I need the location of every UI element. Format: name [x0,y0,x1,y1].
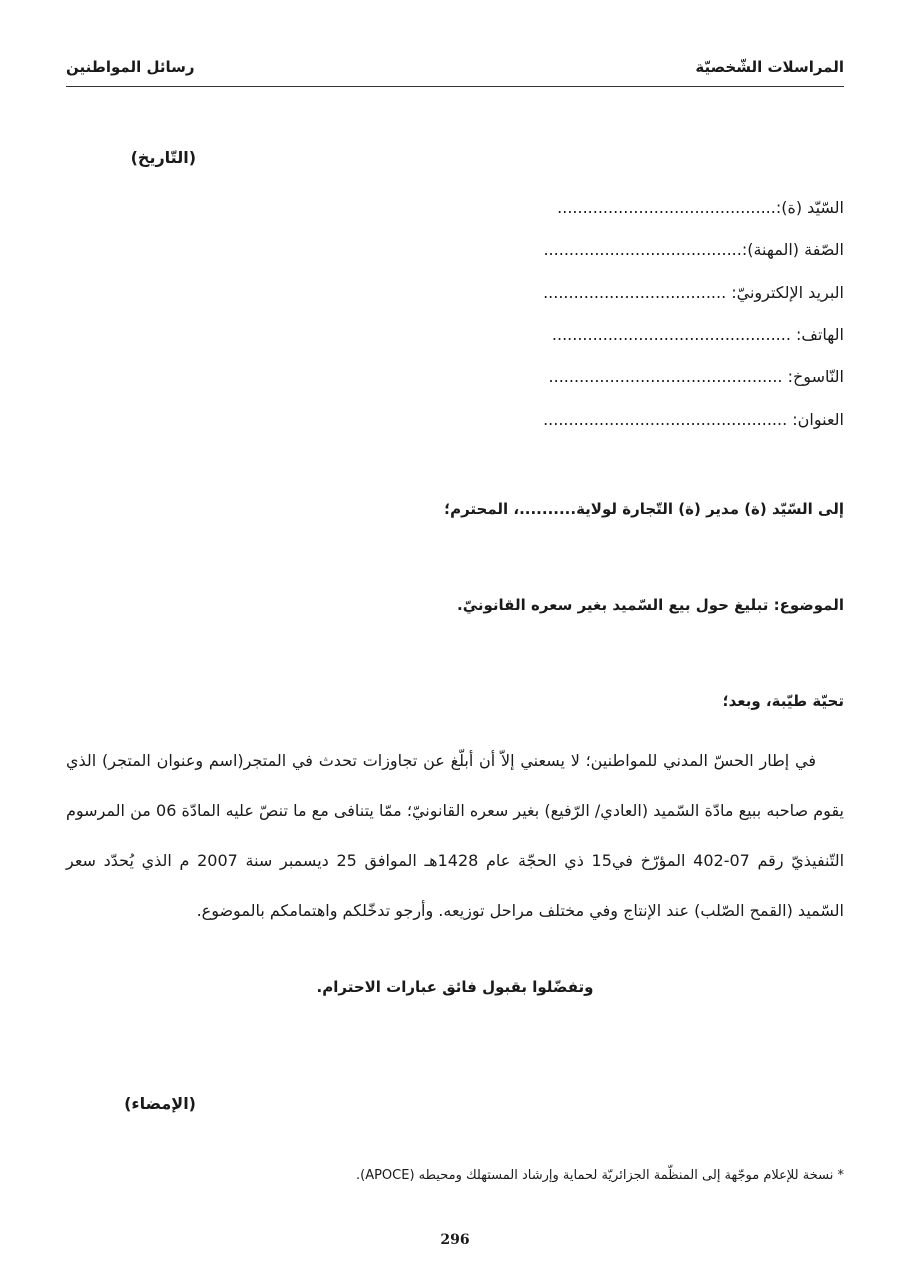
header-section-title: المراسلات الشّخصيّة [695,58,844,76]
recipient-line: إلى السّيّد (ة) مدير (ة) التّجارة لولاية..........، المحترم؛ [444,500,844,518]
signature-label: (الإمضاء) [124,1094,196,1113]
date-label: (التّاريخ) [130,148,196,167]
subject-line: الموضوع: تبليغ حول بيع السّميد بغير سعره القانونيّ. [457,596,844,614]
letter-body-paragraph: في إطار الحسّ المدني للمواطنين؛ لا يسعني إلاّ أن أبلّغ عن تجاوزات تحدث في المتجر(اسم وعنوان المتجر) الذي يقوم صاحبه ببيع مادّة السّميد (العادي/ الرّفيع) بغير سعره القانونيّ؛ ممّا يتنافى مع ما تنصّ عليه المادّة 06 من المرسوم التّنفيذيّ رقم 07-402 المؤرّخ في15 ذي الحجّة عام 1428هـ الموافق 25 ديسمبر سنة 2007 م الذي يُحدّد سعر السّميد (القمح الصّلب) عند الإنتاج وفي مختلف مراحل توزيعه. وأرجو تدخّلكم واهتمامكم بالموضوع. [66,751,845,920]
sender-email-field: البريد الإلكترونيّ: .................................... [543,283,844,302]
sender-phone-field: الهاتف: ............................................... [551,325,844,344]
closing-line: وتفضّلوا بقبول فائق عبارات الاحترام. [316,978,594,996]
sender-fax-field: النّاسوخ: .............................................. [548,367,844,386]
header-chapter-title: رسائل المواطنين [66,58,195,76]
letter-body [66,736,844,936]
page-number: 296 [440,1232,470,1248]
footnote: * نسخة للإعلام موجّهة إلى المنظّمة الجزائريّة لحماية وإرشاد المستهلك ومحيطه (APOCE). [355,1168,844,1183]
sender-address-field: العنوان: ................................................ [543,410,844,429]
header-divider [66,86,844,87]
sender-position-field: الصّفة (المهنة):....................................... [543,240,844,259]
greeting-line: تحيّة طيّبة، وبعد؛ [722,692,844,710]
sender-name-field: السّيّد (ة):........................................... [557,198,844,217]
